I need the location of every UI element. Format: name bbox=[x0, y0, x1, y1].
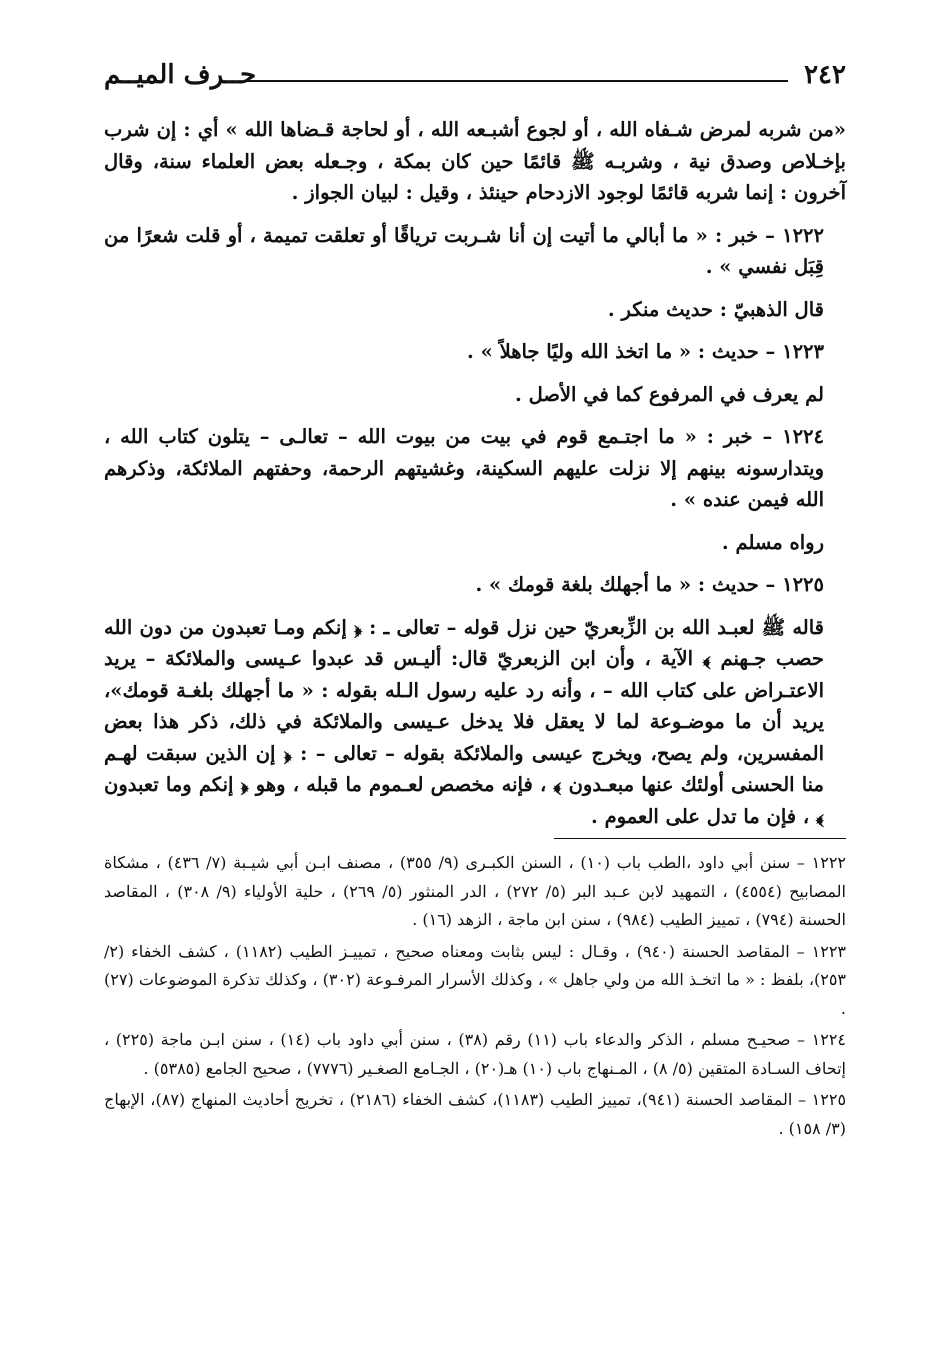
commentary: قاله ﷺ لعبـد الله بن الزِّبعريّ حين نزل قوله – تعالى ـ : ﴿ إنكم ومـا تعبدون من دون الله حصب جـهنم ﴾ الآية ، وأن ابن الزبعريّ قال: أليـس قد عبدوا عـيسى والملائكة – يريد الاعتـراض على كتاب الله – ، وأنه رد عليه رسول الـله بقوله : « ما أجهلك بلغـة قومك»، يريد أن ما موضـوعة لما لا يعقل فلا يدخل عـيسى والملائكة في ذلك، ذكر هذا بعض المفسرين، ولم يصح، ويخرج عيسى والملائكة بقوله – تعالى – : ﴿ إن الذين سبقت لهـم منا الحسنى أولئك عنها مبعـدون ﴾ ، فإنه مخصص لعـموم ما قبله ، وهو ﴿ إنكم وما تعبدون ﴾ ، فإن ما تدل على العموم . bbox=[104, 615, 824, 828]
footnote-separator bbox=[554, 838, 846, 839]
commentary: قال الذهبيّ : حديث منكر . bbox=[607, 297, 824, 321]
book-page bbox=[104, 50, 846, 1146]
footnote-1225: ١٢٢٥ – المقاصد الحسنة (٩٤١)، تمييز الطيب (١١٨٣)، كشف الخفاء (٢١٨٦) ، تخريج أحاديث المنهاج (٨٧)، الإبهاج (٣/ ١٥٨) . bbox=[104, 1090, 847, 1138]
hadith-entry-1224: ١٢٢٤ – خبر : « ما اجتـمع قوم في بيت من بيوت الله – تعالـى – يتلون كتاب الله ، ويتدارسونه بينهم إلا نزلت عليهم السكينة، وغشيتهم الرحمة، وحفتهم الملائكة، وذكرهم الله فيمن عنده » . bbox=[104, 425, 824, 511]
hadith-entry-1222: ١٢٢٢ – خبر : « ما أبالي ما أتيت إن أنا شـربت ترياقًا أو تعلقت تميمة ، أو قلت شعرًا من قِبَل نفسي » . bbox=[104, 223, 824, 278]
footnote-1222: ١٢٢٢ – سنن أبي داود ،الطب باب (١٠) ، السنن الكبـرى (٩/ ٣٥٥) ، مصنف ابـن أبي شيـبة (٧/ ٤٣٦) ، مشكاة المصابيح (٤٥٥٤) ، التمهيد لابن عـبد البر (٥/ ٢٧٢) ، الدر المنثور (٥/ ٢٦٩) ، حلية الأولياء (٩/ ٣٠٨) ، المقاصد الحسنة (٧٩٤) ، تمييز الطيب (٩٨٤) ، سنن ابن ماجة ، الزهد (١٦) . bbox=[104, 853, 847, 929]
paragraph: «من شربه لمرض شـفاه الله ، أو لجوع أشبـعه الله ، أو لحاجة قـضاها الله » أي : إن شرب بإخـلاص وصدق نية ، وشربـه ﷺ قائمًا حين كان بمكة ، وجـعله بعض العلماء سنة، وقال آخرون : إنما شربه قائمًا لوجود الازدحام حينئذ ، وقيل : لبيان الجواز . bbox=[104, 118, 846, 204]
page-number: ٢٤٢ bbox=[804, 60, 846, 90]
header-rule bbox=[244, 80, 788, 82]
hadith-entry-1223: ١٢٢٣ – حديث : « ما اتخذ الله وليًا جاهلاً » . bbox=[467, 340, 824, 363]
commentary: لم يعرف في المرفوع كما في الأصل . bbox=[515, 382, 824, 406]
chapter-title: حــرف الميــم bbox=[104, 60, 257, 90]
footnote-1223: ١٢٢٣ – المقاصد الحسنة (٩٤٠) ، وقـال : ليس بثابت ومعناه صحيح ، تمييـز الطيب (١١٨٢) ، كشف الخفاء (٢/ ٢٥٣)، بلفظ : « ما اتخـذ الله من ولي جاهل » ، وكذلك الأسرار المرفـوعة (٣٠٢) ، وكذلك تذكرة الموضوعات (٢٧) . bbox=[104, 941, 847, 1018]
hadith-entry-1225: ١٢٢٥ – حديث : « ما أجهلك بلغة قومك » . bbox=[475, 573, 824, 596]
footnotes bbox=[104, 849, 846, 1143]
footnote-1224: ١٢٢٤ – صحيـح مسلم ، الذكر والدعاء باب (١١) رقم (٣٨) ، سنن أبي داود باب (١٤) ، سنن ابـن ماجة (٢٢٥) ، إتحاف السـادة المتقين (٥/ ٨) ، المـنهاج باب (١٠) هـ(٢٠) ، الجـامع الصغـير (٧٧٧٦) ، صحيح الجامع (٥٣٨٥) . bbox=[104, 1030, 847, 1078]
main-text bbox=[104, 114, 846, 832]
page-header bbox=[104, 50, 846, 114]
commentary: رواه مسلم . bbox=[721, 530, 824, 554]
